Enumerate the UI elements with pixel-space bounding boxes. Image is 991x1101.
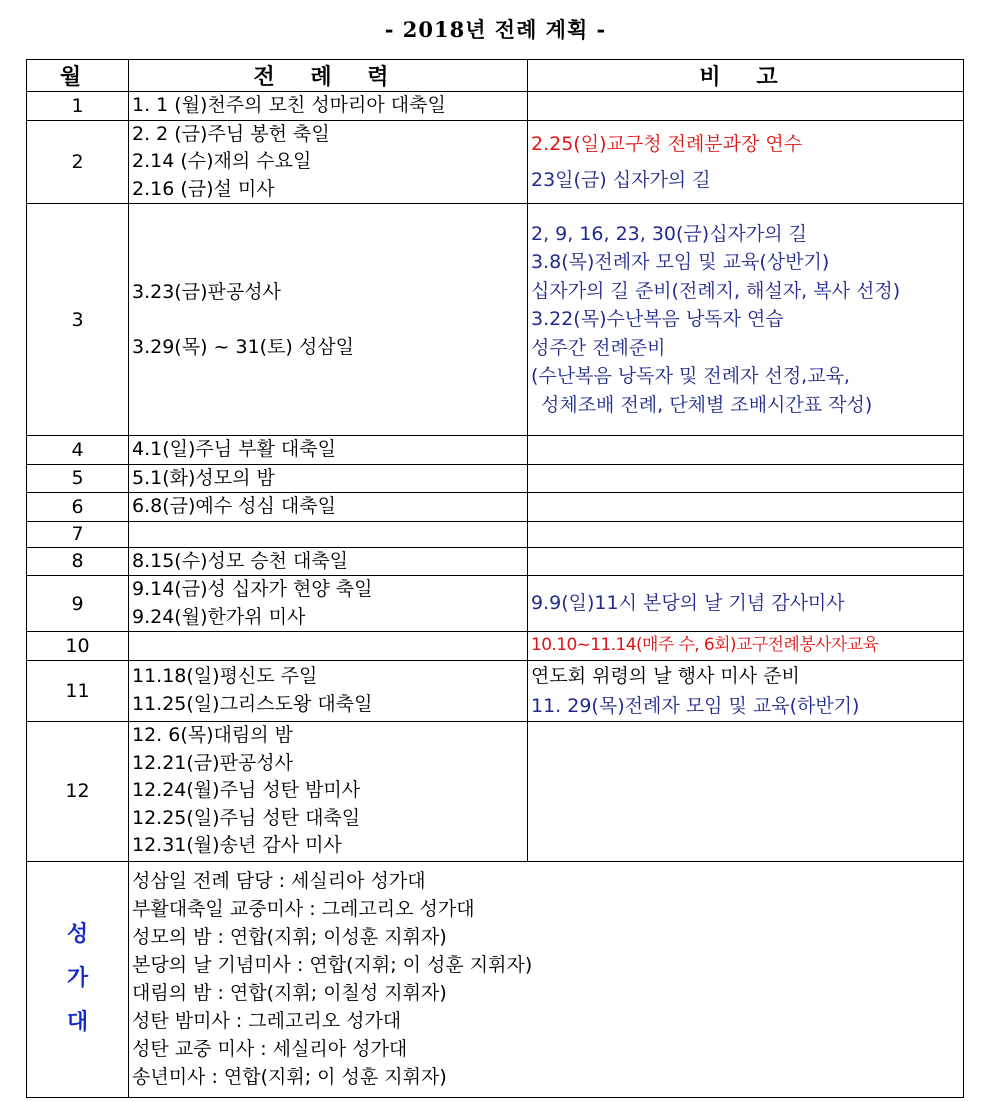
notes-cell (528, 120, 964, 204)
choir-item: 대림의 밤 : 연합(지휘; 이칠성 지휘자) (132, 982, 447, 1004)
page-title: - 2018년 전례 계획 - (384, 17, 607, 42)
notes-cell (528, 660, 964, 721)
note-item: 십자가의 길 준비(전례지, 해설자, 복사 선정) (531, 279, 901, 302)
note-item: 성주간 전례준비 (531, 336, 666, 359)
event-item: 12. 6(목)대림의 밤 (132, 724, 293, 747)
choir-item: 본당의 날 기념미사 : 연합(지휘; 이 성훈 지휘자) (132, 954, 533, 976)
month-cell: 3 (27, 204, 129, 436)
month-cell: 6 (27, 493, 129, 522)
table-row (27, 547, 964, 576)
events-cell (129, 721, 528, 861)
event-item: 11.18(일)평신도 주일 (132, 665, 318, 687)
note-item: 9.9(일)11시 본당의 날 기념 감사미사 (531, 591, 845, 614)
choir-item: 송년미사 : 연합(지휘; 이 성훈 지휘자) (132, 1066, 447, 1088)
note-item: 성체조배 전례, 단체별 조배시간표 작성) (541, 393, 873, 416)
notes-cell (528, 721, 964, 861)
note-item: 3.8(목)전례자 모임 및 교육(상반기) (531, 251, 830, 274)
notes-cell (528, 204, 964, 436)
notes-cell (528, 547, 964, 576)
table-row (27, 721, 964, 861)
notes-cell (528, 493, 964, 522)
event-item: 9.14(금)성 십자가 현양 축일 (132, 578, 373, 600)
month-cell: 1 (27, 92, 129, 121)
notes-cell (528, 464, 964, 493)
table-row (27, 464, 964, 493)
events-cell (129, 436, 528, 465)
event-item: 9.24(월)한가위 미사 (132, 605, 306, 628)
event-item: 3.29(목) ~ 31(토) 성삼일 (132, 336, 354, 358)
event-item: 2.16 (금)설 미사 (132, 177, 275, 200)
choir-label: 성 가 대 (27, 861, 129, 1097)
month-cell: 2 (27, 120, 129, 204)
event-item: 12.25(일)주님 성탄 대축일 (132, 806, 361, 829)
event-item: 5.1(화)성모의 밤 (132, 466, 275, 489)
event-item: 11.25(일)그리스도왕 대축일 (132, 692, 373, 715)
month-cell: 4 (27, 436, 129, 465)
choir-item: 성탄 밤미사 : 그레고리오 성가대 (132, 1010, 402, 1032)
notes-cell (528, 92, 964, 121)
month-cell: 7 (27, 521, 129, 547)
events-cell (129, 521, 528, 547)
event-item: 3.23(금)판공성사 (132, 281, 281, 303)
table-row (27, 632, 964, 661)
header-events: 전 례 력 (129, 60, 528, 92)
events-cell (129, 120, 528, 204)
table-header-row (27, 60, 964, 92)
event-item: 2. 2 (금)주님 봉헌 축일 (132, 122, 330, 145)
notes-cell (528, 521, 964, 547)
header-month: 월 (27, 60, 129, 92)
events-cell (129, 204, 528, 436)
event-item: 8.15(수)성모 승천 대축일 (132, 549, 349, 572)
month-cell: 9 (27, 576, 129, 632)
event-item: 4.1(일)주님 부활 대축일 (132, 438, 336, 460)
event-item: 2.14 (수)재의 수요일 (132, 150, 312, 172)
choir-assignments (129, 861, 964, 1097)
notes-cell (528, 632, 964, 661)
events-cell (129, 576, 528, 632)
events-cell (129, 547, 528, 576)
choir-item: 성삼일 전례 담당 : 세실리아 성가대 (132, 870, 426, 892)
note-item: 2, 9, 16, 23, 30(금)십자가의 길 (531, 222, 808, 245)
note-item: 23일(금) 십자가의 길 (531, 168, 711, 191)
table-row (27, 660, 964, 721)
month-cell: 10 (27, 632, 129, 661)
event-item: 12.24(월)주님 성탄 밤미사 (132, 779, 361, 802)
events-cell (129, 660, 528, 721)
notes-cell (528, 436, 964, 465)
month-cell: 8 (27, 547, 129, 576)
event-item: 6.8(금)예수 성심 대축일 (132, 495, 336, 517)
event-item: 12.31(월)송년 감사 미사 (132, 834, 342, 857)
notes-cell (528, 576, 964, 632)
month-cell: 5 (27, 464, 129, 493)
note-item: 11. 29(목)전례자 모임 및 교육(하반기) (531, 694, 860, 717)
note-item: 연도회 위령의 날 행사 미사 준비 (531, 664, 800, 687)
choir-row (27, 861, 964, 1097)
note-item: (수난복음 낭독자 및 전례자 선정,교육, (531, 365, 850, 388)
note-item: 2.25(일)교구청 전례분과장 연수 (531, 132, 803, 155)
table-row (27, 436, 964, 465)
events-cell (129, 464, 528, 493)
header-notes: 비 고 (528, 60, 964, 92)
choir-item: 성탄 교중 미사 : 세실리아 성가대 (132, 1038, 408, 1060)
table-row (27, 576, 964, 632)
liturgy-plan-table (26, 59, 964, 1098)
table-row (27, 521, 964, 547)
month-cell: 11 (27, 660, 129, 721)
choir-item: 부활대축일 교중미사 : 그레고리오 성가대 (132, 898, 475, 920)
choir-item: 성모의 밤 : 연합(지휘; 이성훈 지휘자) (132, 926, 447, 948)
events-cell (129, 632, 528, 661)
event-item: 1. 1 (월)천주의 모친 성마리아 대축일 (132, 94, 446, 116)
table-row (27, 120, 964, 204)
note-item: 3.22(목)수난복음 낭독자 연습 (531, 308, 784, 331)
note-item: 10.10~11.14(매주 수, 6회)교구전례봉사자교육 (531, 635, 879, 655)
events-cell (129, 493, 528, 522)
table-row (27, 493, 964, 522)
month-cell: 12 (27, 721, 129, 861)
event-item: 12.21(금)판공성사 (132, 751, 293, 774)
table-row (27, 204, 964, 436)
events-cell (129, 92, 528, 121)
table-row (27, 92, 964, 121)
